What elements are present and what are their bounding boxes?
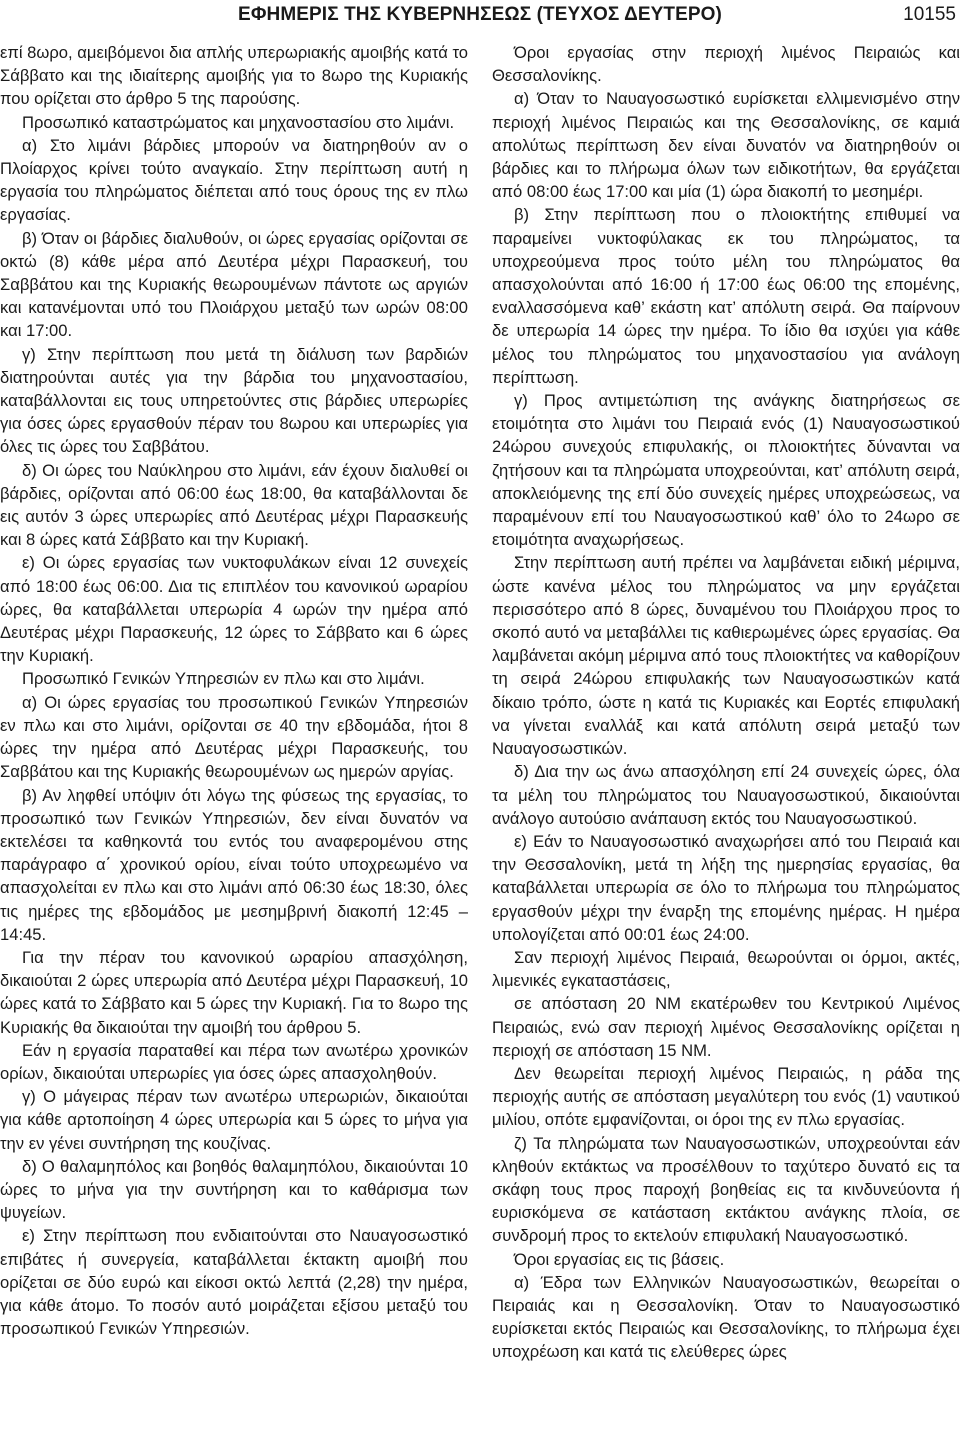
paragraph: γ) Στην περίπτωση που μετά τη διάλυση των βαρδιών διατηρούνται αυτές για την βάρδια του μηχανοστασίου, καταβάλλονται εις τους υπηρετούντες στις βάρδιες υπερωρίες για όσες ώρες εργασθούν πέραν του 8ωρου και υπερωρίες για όλες τις ώρες του Σαββάτου. bbox=[0, 344, 468, 457]
paragraph: δ) Οι ώρες του Ναύκληρου στο λιμάνι, εάν έχουν διαλυθεί οι βάρδιες, ορίζονται από 06:00 έως 18:00, θα καταβάλλονται δε εις αυτόν 3 ώρες υπερωρίες από Δευτέρας μέχρι Παρασκευής και 8 ώρες κατά Σάββατο και την Κυριακή. bbox=[0, 460, 468, 550]
paragraph: δ) Ο θαλαμηπόλος και βοηθός θαλαμηπόλου, δικαιούνται 10 ώρες το μήνα για την συντήρηση και το καθάρισμα των ψυγείων. bbox=[0, 1156, 468, 1223]
page-number: 10155 bbox=[903, 4, 956, 25]
paragraph: δ) Δια την ως άνω απασχόληση επί 24 συνεχείς ώρες, όλα τα μέλη του πληρώματος του Ναυαγοσωστικού, δικαιούνται ανάλογο αυτούσιο ανάπαυση εκτός του Ναυαγοσωστικού. bbox=[492, 762, 960, 828]
page-header bbox=[0, 0, 960, 32]
paragraph: Σαν περιοχή λιμένος Πειραιά, θεωρούνται οι όρμοι, ακτές, λιμενικές εγκαταστάσεις, bbox=[492, 947, 960, 991]
paragraph: α) Όταν το Ναυαγοσωστικό ευρίσκεται ελλιμενισμένο στην περιοχή λιμένος Πειραιώς και της Θεσσαλονίκης, σε καμιά απολύτως περίπτωση δεν είναι δυνατόν να διατηρηθούν οι βάρδιες και το πλήρωμα όλων των ειδικοτήτων, θα εργάζεται από 08:00 έως 17:00 και μία (1) ώρα διακοπή το μεσημέρι. bbox=[492, 89, 960, 202]
paragraph: α) Έδρα των Ελληνικών Ναυαγοσωστικών, θεωρείται ο Πειραιάς και η Θεσσαλονίκη. Όταν το Ναυαγοσωστικό ευρίσκεται εκτός Πειραιώς και Θεσσαλονίκης, το πλήρωμα έχει υποχρέωση και κατά τις ελεύθερες ώρες bbox=[492, 1272, 960, 1362]
document-body bbox=[0, 41, 960, 1431]
paragraph: Στην περίπτωση αυτή πρέπει να λαμβάνεται ειδική μέριμνα, ώστε κανένα μέλος του πληρώματος να μην εργάζεται περισσότερο από 8 ώρες, δυναμένου του Πλοιάρχου προς το σκοπό αυτό να μεταβάλλει τις καθιερωμένες ώρες εργασίας. Θα λαμβάνεται ακόμη μέριμνα από τους πλοιοκτήτες να καθορίζουν τη σειρά 24ώρου επιφυλακής των Ναυαγοσωστικών κατά δίκαιο τρόπο, ώστε η κατά τις Κυριακές και Εορτές επιφυλακή να γίνεται εναλλάξ και κατά απόλυτη σειρά μεταξύ των Ναυαγοσωστικών. bbox=[492, 553, 960, 759]
paragraph: Όροι εργασίας στην περιοχή λιμένος Πειραιώς και Θεσσαλονίκης. bbox=[492, 43, 960, 86]
paragraph: β) Όταν οι βάρδιες διαλυθούν, οι ώρες εργασίας ορίζονται σε οκτώ (8) κάθε μέρα από Δευτέρα μέχρι Παρασκευή, του Σαββάτου και της Κυριακής θεωρουμένων πάντοτε ως αργιών και κατανέμονται υπό του Πλοιάρχου μεταξύ των ωρών 08:00 και 17:00. bbox=[0, 228, 468, 341]
paragraph: επί 8ωρο, αμειβόμενοι δια απλής υπερωριακής αμοιβής κατά το Σάββατο και της ιδιαίτερης αμοιβής για το 8ωρο της Κυριακής που ορίζεται στο άρθρο 5 της παρούσης. bbox=[0, 43, 468, 109]
paragraph: Δεν θεωρείται περιοχή λιμένος Πειραιώς, η ράδα της περιοχής αυτής σε απόσταση μεγαλύτερη του ενός (1) ναυτικού μιλίου, οπότε εμφανίζονται, οι όροι της εν πλω εργασίας. bbox=[492, 1063, 960, 1130]
paragraph: γ) Προς αντιμετώπιση της ανάγκης διατηρήσεως σε ετοιμότητα στο λιμάνι του Πειραιά ενός (1) Ναυαγοσωστικού 24ώρου συνεχούς επιφυλακής, οι πλοιοκτήτες δύνανται να ζητήσουν και τα πληρώματα υποχρεούνται, κατ’ απόλυτη σειρά, αποκλειόμενης της επί δύο συνεχείς ημέρες υποχρεώσεως, να παραμένουν επί του Ναυαγοσωστικού καθ’ όλο το 24ωρο σε ετοιμότητα αναχωρήσεως. bbox=[492, 391, 960, 550]
gazette-title: ΕΦΗΜΕΡΙΣ ΤΗΣ ΚΥΒΕΡΝΗΣΕΩΣ (ΤΕΥΧΟΣ ΔΕΥΤΕΡΟ) bbox=[238, 4, 722, 25]
paragraph: β) Αν ληφθεί υπόψιν ότι λόγω της φύσεως της εργασίας, το προσωπικό των Γενικών Υπηρεσιών, δεν είναι δυνατόν να εκτελέσει τα καθηκοντά του εντός του αναφερομένου στης παράγραφο α΄ χρονικού ορίου, είναι τούτο υποχρεωμένο να απασχολείται εν πλω και στο λιμάνι από 06:30 έως 18:30, όλες τις ημέρες της εβδομάδος με μεσημβρινή διακοπή 12:45 – 14:45. bbox=[0, 785, 468, 944]
paragraph: Όροι εργασίας εις τις βάσεις. bbox=[514, 1249, 725, 1269]
paragraph: α) Στο λιμάνι βάρδιες μπορούν να διατηρηθούν αν ο Πλοίαρχος κρίνει τούτο αναγκαίο. Στην περίπτωση αυτή η εργασία του πληρώματος διέπεται από τους όρους της εν πλω εργασίας. bbox=[0, 135, 468, 225]
paragraph: ε) Στην περίπτωση που ενδιαιτούνται στο Ναυαγοσωστικό επιβάτες ή συνεργεία, καταβάλλεται έκτακτη αμοιβή που ορίζεται σε δύο ευρώ και είκοσι οκτώ λεπτά (2,28) την ημέρα, για κάθε άτομο. Το ποσόν αυτό μοιράζεται εξίσου μεταξύ του προσωπικού Γενικών Υπηρεσιών. bbox=[0, 1226, 468, 1339]
paragraph: Εάν η εργασία παραταθεί και πέρα των ανωτέρω χρονικών ορίων, δικαιούται υπερωρίες για όσες ώρες απασχοληθούν. bbox=[0, 1040, 468, 1083]
paragraph: ε) Εάν το Ναυαγοσωστικό αναχωρήσει από του Πειραιά και την Θεσσαλονίκη, μετά τη λήξη της ημερησίας εργασίας, θα καταβάλλεται υπερωρία σε όλο το πλήρωμα του πληρώματος εργασθούν μέχρι την έναρξη της επομένης ημέρας. Η ημέρα υπολογίζεται από 00:01 έως 24:00. bbox=[492, 831, 960, 944]
paragraph: γ) Ο μάγειρας πέραν των ανωτέρω υπερωριών, δικαιούται για κάθε αρτοποίηση 4 ώρες υπερωρία και 5 ώρες το μήνα για την εν γένει συντήρηση της κουζίνας. bbox=[0, 1087, 468, 1153]
paragraph: Προσωπικό Γενικών Υπηρεσιών εν πλω και στο λιμάνι. bbox=[22, 669, 425, 689]
paragraph: α) Οι ώρες εργασίας του προσωπικού Γενικών Υπηρεσιών εν πλω και στο λιμάνι, ορίζονται σε 40 την εβδομάδα, ήτοι 8 ώρες την ημέρα από Δευτέρας μέχρι Παρασκευής, του Σαββάτου και της Κυριακής θεωρουμένων ως ημερών αργίας. bbox=[0, 692, 468, 782]
paragraph: ζ) Τα πληρώματα των Ναυαγοσωστικών, υποχρεούνται εάν κληθούν εκτάκτως να προσέλθουν το ταχύτερο δυνατό εις τα σκάφη τους προς παροχή βοηθείας εις τα κινδυνεύοντα ή ευρισκόμενα σε κατάσταση εκτάκτου ανάγκης πλοία, σε συνδρομή προς το εκτελούν επιφυλακή Ναυαγοσωστικό. bbox=[492, 1133, 960, 1246]
paragraph: β) Στην περίπτωση που ο πλοιοκτήτης επιθυμεί να παραμείνει νυκτοφύλακας εκ του πληρώματος, τα υποχρεούμενα προς τούτο μέλη του πληρώματος θα απασχολούνται από 16:00 ή 17:00 έως 06:00 της επομένης, εναλλασσόμενα καθ’ εκάστη κατ’ απόλυτη σειρά. Θα παίρνουν δε υπερωρία 14 ώρες την ημέρα. Το ίδιο θα ισχύει για κάθε μέλος του πληρώματος του μηχανοστασίου για ανάλογη περίπτωση. bbox=[492, 205, 960, 387]
paragraph: ε) Οι ώρες εργασίας των νυκτοφυλάκων είναι 12 συνεχείς από 18:00 έως 06:00. Δια τις επιπλέον του κανονικού ωραρίου ώρες, θα καταβάλλεται υπερωρία 4 ωρών την ημέρα από Δευτέρας μέχρι Παρασκευής, 12 ώρες το Σάββατο και 6 ώρες την Κυριακή. bbox=[0, 553, 468, 666]
paragraph: Για την πέραν του κανονικού ωραρίου απασχόληση, δικαιούται 2 ώρες υπερωρία από Δευτέρα μέχρι Παρασκευή, 10 ώρες κατά το Σάββατο και 5 ώρες την Κυριακή. Για το 8ωρο της Κυριακής θα δικαιούται την αμοιβή του άρθρου 5. bbox=[0, 947, 468, 1037]
left-column bbox=[0, 41, 468, 1431]
right-column bbox=[492, 41, 960, 1431]
paragraph: σε απόσταση 20 ΝΜ εκατέρωθεν του Κεντρικού Λιμένος Πειραιώς, ενώ σαν περιοχή λιμένος Θεσσαλονίκης ορίζεται η περιοχή σε απόσταση 15 ΝΜ. bbox=[492, 994, 960, 1060]
paragraph: Προσωπικό καταστρώματος και μηχανοστασίου στο λιμάνι. bbox=[22, 112, 455, 132]
